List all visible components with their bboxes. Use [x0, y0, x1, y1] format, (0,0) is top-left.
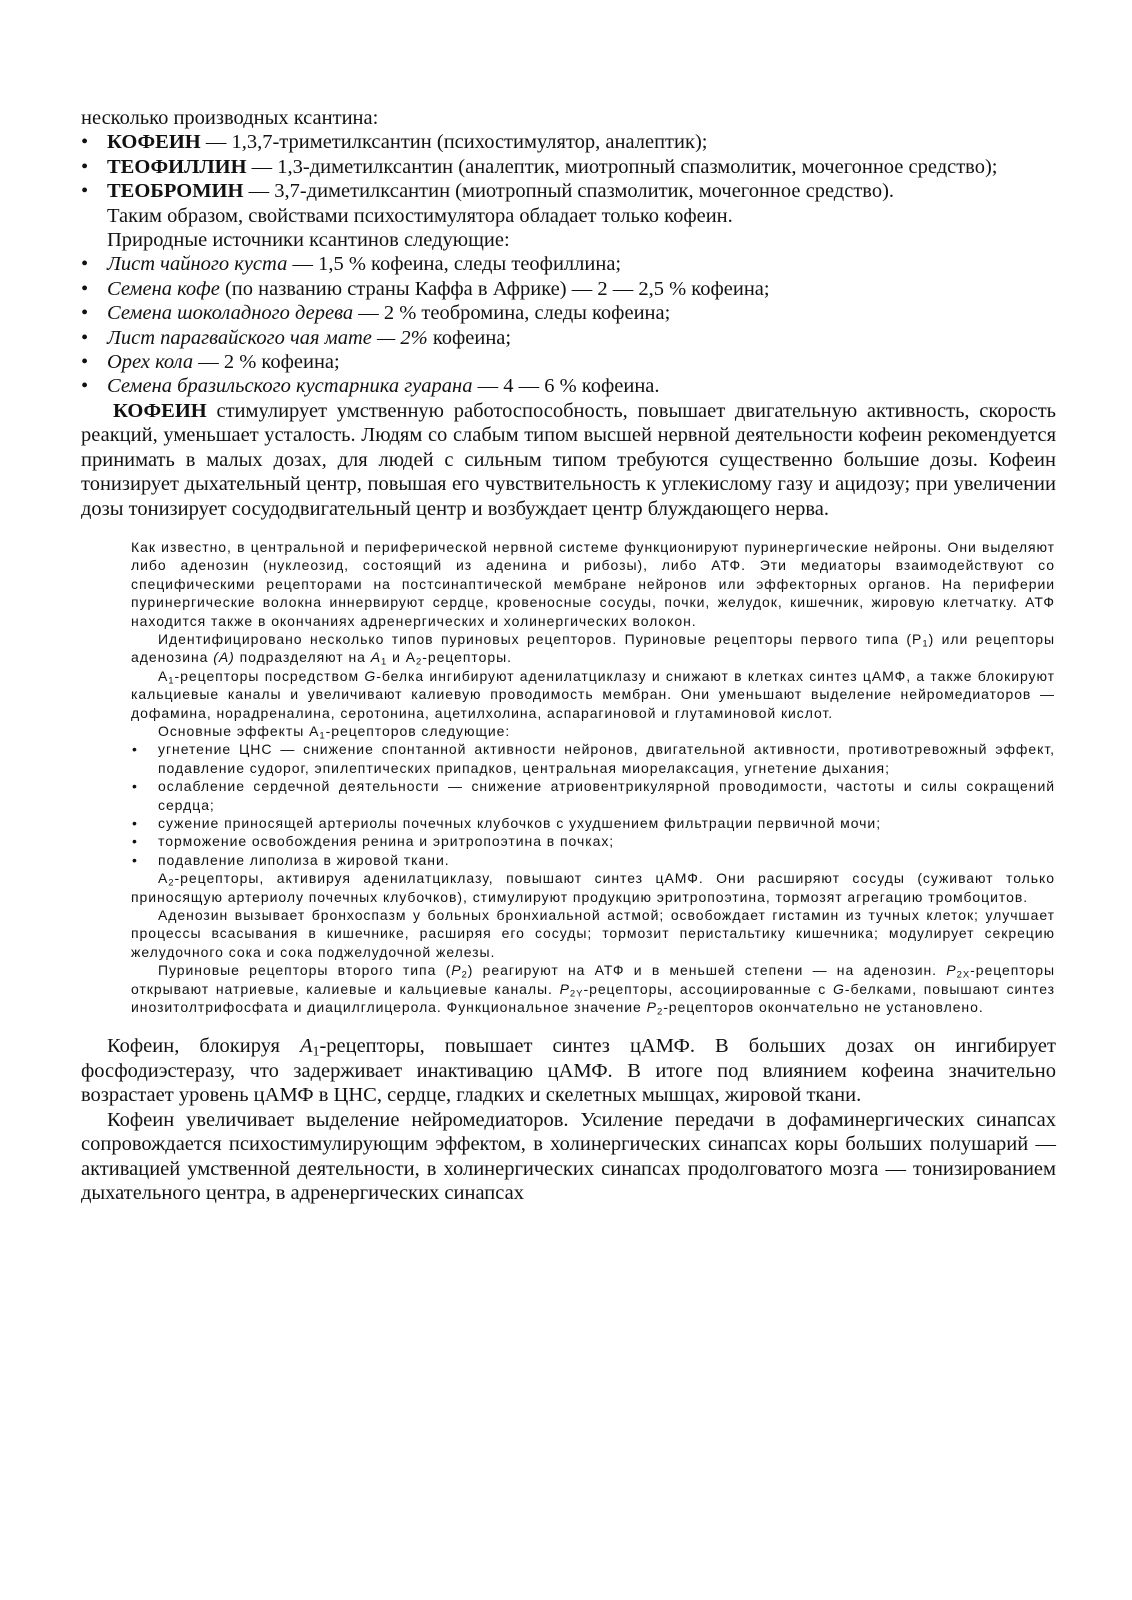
list-item	[81, 252, 1056, 276]
list-item: • торможение освобождения ренина и эритропоэтина в почках;	[131, 832, 1055, 850]
source-name: Семена шоколадного дерева	[107, 302, 354, 325]
page-content	[81, 106, 1056, 1205]
list-item	[81, 155, 1056, 179]
inset-paragraph-1: Как известно, в центральной и периферической нервной системе функционируют пуринергические нейроны. Они выделяют либо аденозин (нуклеозид, состоящий из аденина и рибозы), либо АТФ. Эти медиаторы взаимодействуют со специфическими рецепторами на постсинаптической мембране нейронов или эффекторных органов. На периферии пуринергические волокна иннервируют сердце, кровеносные сосуды, почки, желудок, кишечник, жировую клетчатку. АТФ находится также в окончаниях адренергических и холинергических волокон.	[131, 538, 1055, 629]
main-text-bottom	[81, 1034, 1056, 1205]
term-desc: — 3,7-диметилксантин (миотропный спазмолитик, мочегонное средство).	[243, 180, 895, 203]
xanthine-list	[81, 130, 1056, 203]
effects-list	[131, 740, 1055, 869]
after-paragraph-1: Кофеин, блокируя $А_1$-рецепторы, повышает синтез цАМФ. В больших дозах он ингибирует фосфодиэстеразу, что задерживает инактивацию цАМФ. В итоге под влиянием кофеина значительно возрастает уровень цАМФ в ЦНС, сердце, гладких и скелетных мышцах, жировой ткани.	[81, 1035, 1056, 1107]
source-desc: кофеина;	[427, 326, 512, 349]
term-theophylline: ТЕОФИЛЛИН	[107, 155, 247, 178]
inset-paragraph-4: Основные эффекты $А_1$-рецепторов следующие:	[158, 722, 511, 742]
source-desc: — 4 — 6 % кофеина.	[472, 375, 660, 398]
summary-line: Таким образом, свойствами психостимулятора обладает только кофеин.	[107, 204, 733, 227]
term-desc: — 1,3,7-триметилксантин (психостимулятор, аналептик);	[200, 131, 708, 154]
term-theobromine: ТЕОБРОМИН	[107, 180, 244, 203]
list-item	[81, 350, 1056, 374]
list-item	[81, 277, 1056, 301]
inset-paragraph-7: Пуриновые рецепторы второго типа $(Р_2)$ реагируют на АТФ и в меньшей степени — на аденозин. $Р_{2Х}$-рецепторы открывают натриевые, калиевые и кальциевые каналы. $Р_{2Y}$-рецепторы, ассоциированные с G-белками, повышают синтез инозитолтрифосфата и диацилглицерола. Функциональное значение $Р_2$-рецепторов окончательно не установлено.	[131, 962, 1055, 1018]
caffeine-paragraph	[81, 399, 1056, 521]
list-item: • ослабление сердечной деятельности — снижение атриовентрикулярной проводимости, частоты и силы сокращений сердца;	[131, 777, 1055, 814]
source-desc: (по названию страны Каффа в Африке) — 2 — 2,5 % кофеина;	[219, 277, 770, 300]
source-name: Семена кофе	[107, 277, 220, 300]
inset-block	[131, 538, 1055, 1017]
caffeine-lead: КОФЕИН	[113, 399, 207, 422]
sources-list	[81, 252, 1056, 398]
list-item	[81, 326, 1056, 350]
sources-intro: Природные источники ксантинов следующие:	[107, 229, 510, 252]
after-paragraph-2: Кофеин увеличивает выделение нейромедиаторов. Усиление передачи в дофаминергических синапсах сопровождается психостимулирующим эффектом, в холинергических синапсах коры больших полушарий — активацией умственной деятельности, в холинергических синапсах продолговатого мозга — тонизированием дыхательного центра, в адренергических синапсах	[81, 1108, 1056, 1204]
source-desc: — 2 % теобромина, следы кофеина;	[353, 302, 671, 325]
list-item	[81, 130, 1056, 154]
term-desc: — 1,3-диметилксантин (аналептик, миотропный спазмолитик, мочегонное средство);	[246, 155, 998, 178]
inset-paragraph-3: $А_1$-рецепторы посредством G-белка ингибируют аденилатциклазу и снижают в клетках синтез цАМФ, а также блокируют кальциевые каналы и увеличивают калиевую проводимость мембран. Они уменьшают выделение нейромедиаторов — дофамина, норадреналина, серотонина, ацетилхолина, аспарагиновой и глутаминовой кислот.	[131, 667, 1055, 721]
source-name: Лист чайного куста	[107, 253, 288, 276]
list-item	[81, 179, 1056, 203]
caffeine-text: стимулирует умственную работоспособность, повышает двигательную активность, скорость реакций, уменьшает усталость. Людям со слабым типом высшей нервной деятельности кофеин рекомендуется принимать в малых дозах, для людей с сильным типом требуются существенно большие дозы. Кофеин тонизирует дыхательный центр, повышая его чувствительность к углекислому газу и ацидозу; при увеличении дозы тонизирует сосудодвигательный центр и возбуждает центр блуждающего нерва.	[81, 399, 1056, 520]
list-item	[81, 301, 1056, 325]
intro-line: несколько производных ксантина:	[81, 107, 379, 129]
inset-paragraph-6: Аденозин вызывает бронхоспазм у больных бронхиальной астмой; освобождает гистамин из тучных клеток; улучшает процессы всасывания в кишечнике, расширяя его сосуды; тормозит перистальтику кишечника; модулирует секрецию желудочного сока и сока поджелудочной железы.	[131, 907, 1055, 960]
inset-paragraph-2: Идентифицировано несколько типов пуриновых рецепторов. Пуриновые рецепторы первого типа $(Р_1)$ или рецепторы аденозина (А) подразделяют на $А_1$ и $А_2$-рецепторы.	[131, 630, 1055, 668]
term-caffeine: КОФЕИН	[107, 131, 201, 154]
list-item: • угнетение ЦНС — снижение спонтанной активности нейронов, двигательной активности, противотревожный эффект, подавление судорог, эпилептических припадков, центральная миорелаксация, угнетение дыхания;	[131, 740, 1055, 777]
inset-paragraph-5: $А_2$-рецепторы, активируя аденилатциклазу, повышают синтез цАМФ. Они расширяют сосуды (суживают только приносящую артериолу почечных клубочков), стимулируют продукцию эритропоэтина, тормозят агрегацию тромбоцитов.	[131, 870, 1055, 905]
list-item: • подавление липолиза в жировой ткани.	[131, 851, 1055, 869]
source-name: Семена бразильского кустарника гуарана	[107, 375, 473, 398]
source-name: Орех кола	[107, 351, 194, 374]
main-text-top	[81, 106, 1056, 521]
list-item	[81, 374, 1056, 398]
list-item: • сужение приносящей артериолы почечных клубочков с ухудшением фильтрации первичной мочи;	[131, 814, 1055, 832]
source-desc: — 1,5 % кофеина, следы теофиллина;	[287, 253, 622, 276]
source-desc: — 2 % кофеина;	[193, 351, 340, 374]
source-name: Лист парагвайского чая мате — 2%	[107, 326, 428, 349]
